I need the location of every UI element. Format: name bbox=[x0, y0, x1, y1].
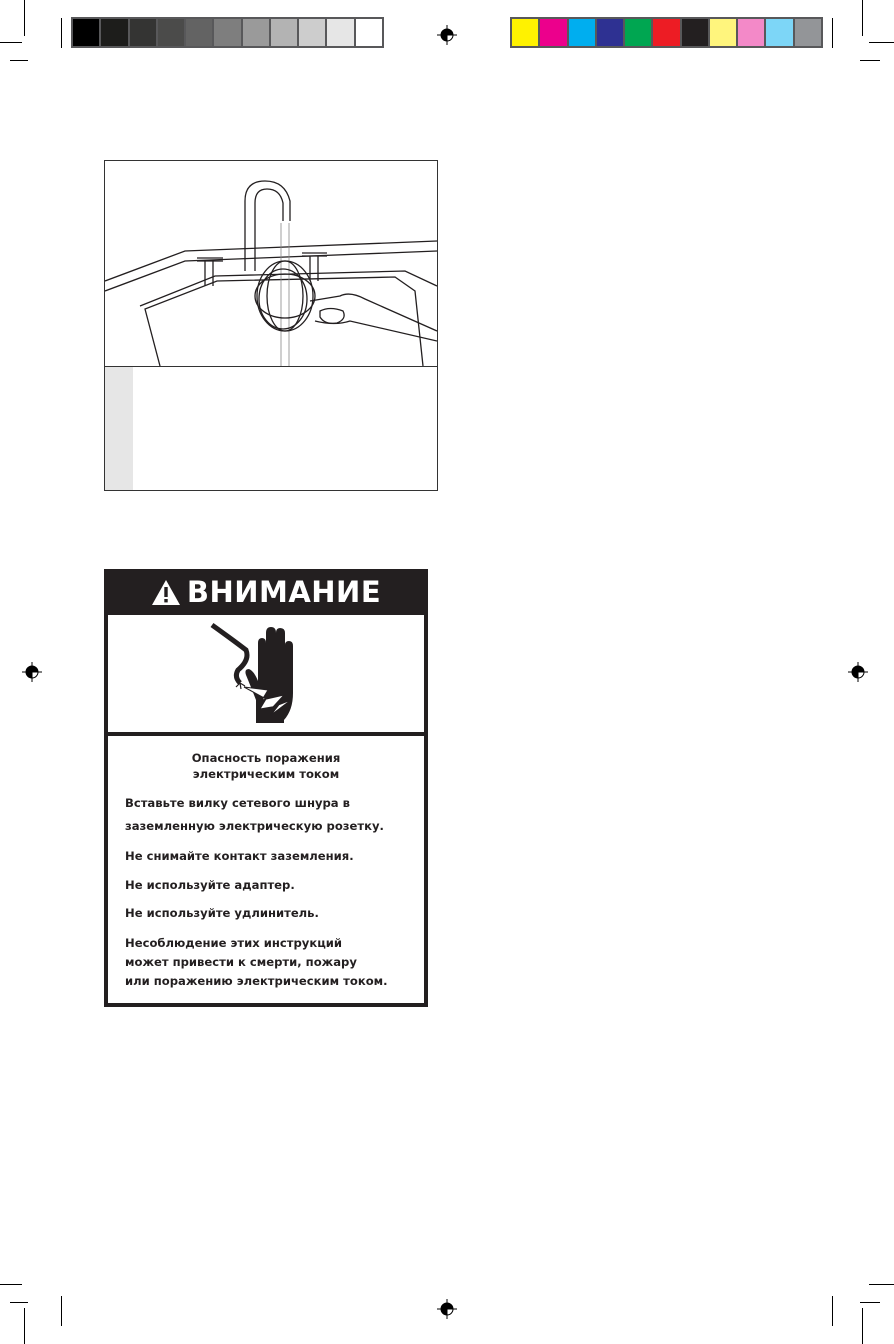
instruction-text: заземленную электрическую розетку. bbox=[125, 819, 384, 833]
crop-mark bbox=[869, 1284, 894, 1285]
registration-mark-icon bbox=[437, 25, 457, 45]
warning-pictogram bbox=[108, 615, 424, 732]
color-swatch bbox=[738, 19, 764, 46]
color-swatch bbox=[625, 19, 651, 46]
color-swatch bbox=[299, 19, 325, 46]
color-swatch bbox=[597, 19, 623, 46]
instruction-text: Не используйте удлинитель. bbox=[125, 906, 319, 920]
crop-mark bbox=[832, 1296, 833, 1326]
color-swatch bbox=[569, 19, 595, 46]
color-swatch bbox=[243, 19, 269, 46]
crop-mark bbox=[860, 60, 880, 61]
color-swatch bbox=[158, 19, 184, 46]
color-bar bbox=[510, 17, 823, 48]
registration-mark-icon bbox=[22, 662, 42, 682]
warning-title: ВНИМАНИЕ bbox=[186, 575, 382, 609]
color-swatch bbox=[130, 19, 156, 46]
color-swatch bbox=[214, 19, 240, 46]
hazard-heading: электрическим током bbox=[192, 767, 340, 781]
electric-shock-hand-icon bbox=[108, 615, 424, 732]
crop-mark bbox=[862, 1308, 863, 1344]
color-swatch bbox=[356, 19, 382, 46]
color-swatch bbox=[653, 19, 679, 46]
crop-mark bbox=[0, 1284, 22, 1285]
crop-mark bbox=[10, 1302, 28, 1303]
crop-mark bbox=[869, 42, 894, 43]
color-swatch bbox=[682, 19, 708, 46]
consequence-text: может привести к смерти, пожару bbox=[125, 955, 357, 969]
color-swatch bbox=[710, 19, 736, 46]
instruction-text: Не используйте адаптер. bbox=[125, 878, 295, 892]
crop-mark bbox=[24, 0, 25, 36]
color-swatch bbox=[766, 19, 792, 46]
registration-mark-icon bbox=[437, 1299, 457, 1319]
crop-mark bbox=[24, 1308, 25, 1344]
crop-mark bbox=[862, 0, 863, 36]
color-swatch bbox=[540, 19, 566, 46]
crop-mark bbox=[0, 42, 22, 43]
color-swatch bbox=[795, 19, 821, 46]
consequence-text: Несоблюдение этих инструкций bbox=[125, 936, 343, 950]
warning-header bbox=[104, 569, 428, 615]
crop-mark bbox=[61, 1296, 62, 1326]
color-swatch bbox=[186, 19, 212, 46]
crop-mark bbox=[860, 1302, 880, 1303]
color-swatch bbox=[327, 19, 353, 46]
consequence-text: или поражению электрическим током. bbox=[125, 974, 388, 988]
instruction-text: Вставьте вилку сетевого шнура в bbox=[125, 796, 351, 810]
instruction-text: Не снимайте контакт заземления. bbox=[125, 849, 354, 863]
color-swatch bbox=[101, 19, 127, 46]
crop-mark bbox=[10, 60, 28, 61]
grayscale-bar bbox=[71, 17, 384, 48]
color-swatch bbox=[271, 19, 297, 46]
electrical-shock-warning bbox=[104, 569, 428, 1007]
sink-faucet-whisk-illustration bbox=[105, 161, 437, 366]
divider bbox=[105, 366, 437, 367]
hazard-heading: Опасность поражения bbox=[191, 751, 341, 765]
crop-mark bbox=[61, 18, 62, 48]
crop-mark bbox=[832, 18, 833, 48]
color-swatch bbox=[73, 19, 99, 46]
warning-triangle-icon bbox=[151, 579, 181, 606]
cleaning-illustration-figure bbox=[104, 160, 438, 491]
registration-mark-icon bbox=[848, 662, 868, 682]
color-swatch bbox=[512, 19, 538, 46]
warning-text-panel bbox=[108, 736, 424, 1003]
step-marker-strip bbox=[105, 367, 133, 490]
